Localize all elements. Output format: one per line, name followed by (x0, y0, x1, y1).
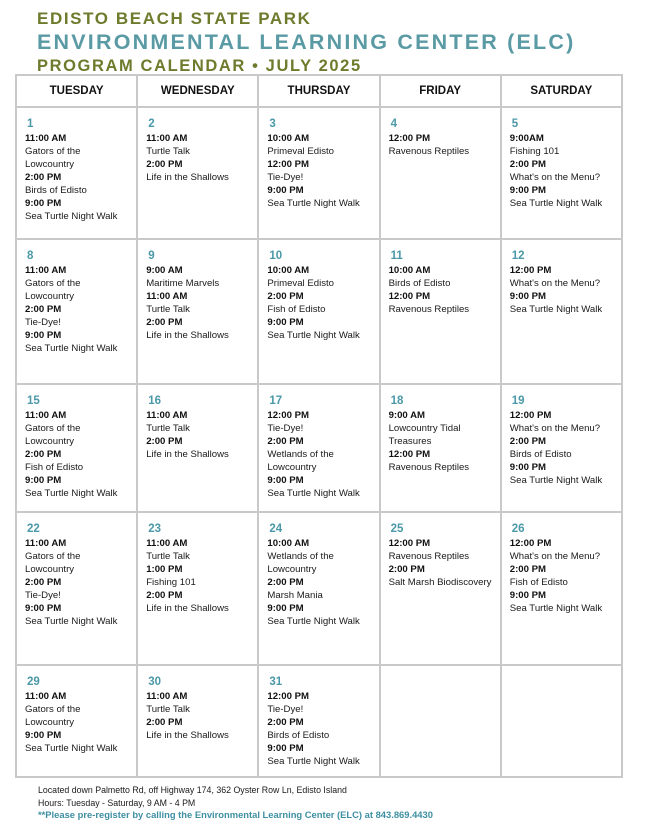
day-number: 16 (148, 395, 161, 407)
event-time: 10:00 AM (388, 265, 431, 276)
event-time: 2:00 PM (25, 304, 62, 315)
event-name: What's on the Menu? (509, 423, 601, 434)
event-name: Birds of Edisto (267, 730, 330, 741)
day-number: 24 (269, 523, 283, 535)
center-name: ENVIRONMENTAL LEARNING CENTER (ELC) (37, 30, 576, 54)
event-name: Fishing 101 (509, 146, 560, 157)
day-number: 23 (148, 523, 161, 535)
day-cell (380, 107, 501, 239)
event-time: 9:00 PM (509, 590, 547, 601)
weekday-header: THURSDAY (258, 75, 379, 107)
event-name: Life in the Shallows (146, 603, 229, 614)
event-name: Salt Marsh Biodiscovery (388, 577, 492, 588)
calendar-title: PROGRAM CALENDAR • JULY 2025 (37, 57, 362, 75)
weekday-header: FRIDAY (380, 75, 501, 107)
event-name: Tie-Dye! (267, 172, 304, 183)
event-time: 10:00 AM (267, 133, 310, 144)
event-time: 9:00 PM (267, 475, 304, 486)
event-name: Lowcountry Tidal Treasures (388, 423, 461, 447)
event-name: Sea Turtle Night Walk (25, 616, 118, 627)
day-cell (137, 384, 258, 512)
day-number: 10 (269, 250, 283, 262)
event-name: Sea Turtle Night Walk (267, 616, 360, 627)
event-name: Turtle Talk (146, 551, 190, 562)
event-time: 9:00 PM (267, 603, 304, 614)
day-cell (16, 384, 137, 512)
event-name: Gators of the Lowcountry (25, 278, 81, 302)
day-cell (501, 239, 622, 384)
park-name: EDISTO BEACH STATE PARK (37, 9, 312, 28)
day-cell (16, 239, 137, 384)
weekday-header: WEDNESDAY (137, 75, 258, 107)
event-time: 9:00 PM (25, 330, 62, 341)
event-name: Tie-Dye! (267, 423, 304, 434)
event-name: Life in the Shallows (146, 172, 229, 183)
event-time: 2:00 PM (267, 436, 304, 447)
event-time: 11:00 AM (146, 133, 188, 144)
event-time: 9:00 PM (25, 198, 62, 209)
day-cell (380, 384, 501, 512)
event-name: Maritime Marvels (146, 278, 220, 289)
event-time: 2:00 PM (509, 159, 547, 170)
event-time: 12:00 PM (388, 133, 431, 144)
event-time: 11:00 AM (25, 538, 67, 549)
event-name: Sea Turtle Night Walk (267, 198, 360, 209)
event-name: Fish of Edisto (267, 304, 326, 315)
day-cell (258, 512, 379, 665)
calendar-week-row (16, 665, 622, 777)
event-time: 9:00 PM (267, 743, 304, 754)
calendar-week-row (16, 512, 622, 665)
day-number: 25 (390, 523, 404, 535)
event-name: Birds of Edisto (388, 278, 451, 289)
page-footer (38, 784, 433, 822)
day-number: 5 (511, 118, 519, 130)
event-name: Ravenous Reptiles (388, 462, 470, 473)
event-time: 12:00 PM (267, 159, 309, 170)
event-time: 11:00 AM (146, 410, 188, 421)
day-number: 8 (27, 250, 34, 262)
event-name: Sea Turtle Night Walk (509, 304, 603, 315)
event-time: 1:00 PM (146, 564, 183, 575)
day-number: 15 (27, 395, 40, 407)
calendar-week-row (16, 384, 622, 512)
event-name: Sea Turtle Night Walk (509, 198, 603, 209)
event-time: 2:00 PM (509, 564, 547, 575)
event-name: Primeval Edisto (267, 146, 335, 157)
day-cell (137, 512, 258, 665)
event-name: Gators of the Lowcountry (25, 551, 81, 575)
event-time: 2:00 PM (146, 159, 183, 170)
event-time: 11:00 AM (146, 291, 188, 302)
day-cell (258, 107, 379, 239)
day-cell (258, 665, 379, 777)
event-name: What's on the Menu? (509, 278, 601, 289)
event-name: Sea Turtle Night Walk (267, 488, 360, 499)
location-text: Located down Palmetto Rd, off Highway 174, 362 Oyster Row Ln, Edisto Island (38, 785, 347, 795)
event-time: 12:00 PM (388, 449, 431, 460)
calendar-week-row (16, 107, 622, 239)
event-time: 11:00 AM (25, 265, 67, 276)
preregister-note: **Please pre-register by calling the Environmental Learning Center (ELC) at 843.869.4430 (38, 809, 433, 820)
event-time: 12:00 PM (388, 538, 431, 549)
event-time: 2:00 PM (25, 577, 62, 588)
event-time: 12:00 PM (388, 291, 431, 302)
event-time: 11:00 AM (25, 691, 67, 702)
event-time: 2:00 PM (388, 564, 425, 575)
day-cell (137, 665, 258, 777)
event-name: Tie-Dye! (25, 590, 61, 601)
event-name: Life in the Shallows (146, 330, 229, 341)
event-time: 2:00 PM (509, 436, 547, 447)
day-number: 19 (511, 395, 525, 407)
hours-text: Hours: Tuesday - Saturday, 9 AM - 4 PM (38, 797, 196, 808)
day-number: 22 (27, 523, 40, 535)
day-number: 11 (390, 250, 403, 262)
event-time: 2:00 PM (146, 317, 183, 328)
day-cell (16, 107, 137, 239)
event-name: Marsh Mania (267, 590, 323, 601)
event-name: Sea Turtle Night Walk (25, 743, 118, 754)
event-time: 11:00 AM (25, 410, 67, 421)
day-number: 18 (390, 395, 404, 407)
event-name: What's on the Menu? (509, 551, 601, 562)
event-name: Life in the Shallows (146, 730, 229, 741)
event-name: Primeval Edisto (267, 278, 335, 289)
event-name: Tie-Dye! (25, 317, 61, 328)
event-name: Gators of the Lowcountry (25, 704, 81, 728)
event-time: 9:00 PM (267, 185, 304, 196)
event-name: Ravenous Reptiles (388, 551, 470, 562)
weekday-header: SATURDAY (501, 75, 622, 107)
event-name: Gators of the Lowcountry (25, 146, 81, 170)
weekday-header-row (16, 75, 622, 107)
empty-day-cell (380, 665, 501, 777)
event-time: 2:00 PM (146, 436, 183, 447)
empty-day-cell (501, 665, 622, 777)
event-name: Sea Turtle Night Walk (509, 603, 603, 614)
day-cell (258, 239, 379, 384)
calendar-week-row (16, 239, 622, 384)
event-name: Turtle Talk (146, 304, 190, 315)
event-name: Wetlands of the Lowcountry (267, 551, 334, 575)
day-cell (16, 512, 137, 665)
day-cell (380, 512, 501, 665)
event-time: 2:00 PM (25, 172, 62, 183)
day-number: 31 (269, 676, 283, 688)
event-name: Birds of Edisto (509, 449, 572, 460)
event-name: Turtle Talk (146, 704, 190, 715)
event-time: 9:00 PM (25, 730, 62, 741)
event-name: Ravenous Reptiles (388, 146, 470, 157)
weekday-header: TUESDAY (16, 75, 137, 107)
event-time: 9:00AM (509, 133, 544, 144)
day-cell (16, 665, 137, 777)
event-name: Turtle Talk (146, 146, 190, 157)
event-time: 10:00 AM (267, 538, 310, 549)
day-cell (501, 512, 622, 665)
event-time: 2:00 PM (146, 717, 183, 728)
day-cell (137, 239, 258, 384)
event-name: Tie-Dye! (267, 704, 304, 715)
day-number: 1 (27, 118, 34, 130)
event-time: 9:00 AM (388, 410, 425, 421)
event-time: 10:00 AM (267, 265, 310, 276)
event-name: What's on the Menu? (509, 172, 601, 183)
event-time: 11:00 AM (146, 538, 188, 549)
event-name: Sea Turtle Night Walk (25, 211, 118, 222)
event-name: Ravenous Reptiles (388, 304, 470, 315)
event-name: Fish of Edisto (509, 577, 568, 588)
event-name: Fishing 101 (146, 577, 196, 588)
event-name: Gators of the Lowcountry (25, 423, 81, 447)
event-name: Sea Turtle Night Walk (267, 330, 360, 341)
event-time: 11:00 AM (25, 133, 67, 144)
event-time: 9:00 PM (267, 317, 304, 328)
day-cell (258, 384, 379, 512)
event-name: Wetlands of the Lowcountry (267, 449, 334, 473)
event-name: Fish of Edisto (25, 462, 84, 473)
day-number: 17 (269, 395, 283, 407)
event-time: 9:00 PM (25, 603, 62, 614)
program-calendar (15, 74, 623, 778)
day-number: 2 (148, 118, 155, 130)
event-time: 2:00 PM (267, 577, 304, 588)
day-number: 26 (511, 523, 525, 535)
event-time: 12:00 PM (509, 265, 552, 276)
event-time: 9:00 PM (509, 291, 547, 302)
event-time: 12:00 PM (267, 410, 309, 421)
event-time: 9:00 PM (509, 185, 547, 196)
page-header (37, 10, 575, 76)
event-name: Sea Turtle Night Walk (267, 756, 360, 767)
event-time: 2:00 PM (267, 291, 304, 302)
event-time: 9:00 AM (146, 265, 183, 276)
day-number: 29 (27, 676, 40, 688)
day-cell (137, 107, 258, 239)
event-time: 12:00 PM (509, 538, 552, 549)
event-time: 2:00 PM (25, 449, 62, 460)
event-time: 9:00 PM (25, 475, 62, 486)
day-number: 9 (148, 250, 155, 262)
day-number: 12 (511, 250, 525, 262)
event-name: Sea Turtle Night Walk (25, 488, 118, 499)
day-cell (501, 384, 622, 512)
event-time: 11:00 AM (146, 691, 188, 702)
event-time: 9:00 PM (509, 462, 547, 473)
day-number: 4 (390, 118, 397, 130)
event-name: Life in the Shallows (146, 449, 229, 460)
day-cell (501, 107, 622, 239)
event-name: Birds of Edisto (25, 185, 87, 196)
event-time: 12:00 PM (509, 410, 552, 421)
day-cell (380, 239, 501, 384)
event-time: 12:00 PM (267, 691, 309, 702)
day-number: 30 (148, 676, 161, 688)
event-time: 2:00 PM (146, 590, 183, 601)
day-number: 3 (269, 118, 276, 130)
event-name: Sea Turtle Night Walk (25, 343, 118, 354)
event-name: Turtle Talk (146, 423, 190, 434)
event-time: 2:00 PM (267, 717, 304, 728)
event-name: Sea Turtle Night Walk (509, 475, 603, 486)
